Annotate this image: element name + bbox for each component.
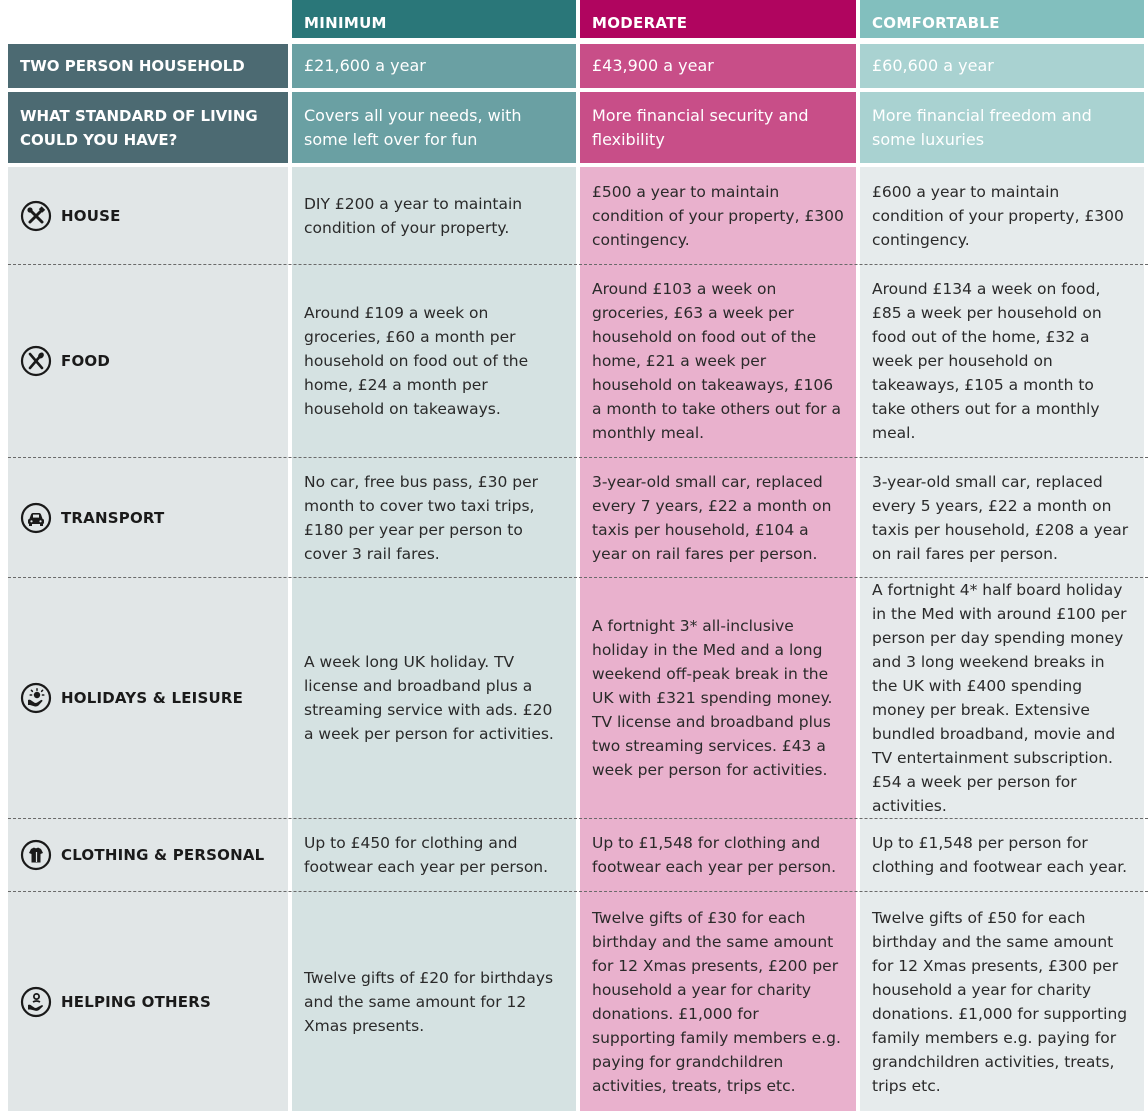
household-label-text: TWO PERSON HOUSEHOLD (20, 57, 245, 75)
house-comfortable (860, 167, 1144, 264)
household-comfortable-text: £60,600 a year (872, 56, 994, 75)
household-moderate (580, 44, 856, 88)
row-label-text: HOLIDAYS & LEISURE (61, 689, 244, 707)
cell-text: A fortnight 4* half board holiday in the Med with around £100 per person per day spending money and 3 long weekend breaks in the UK with £400 spending money per break. Extensive bundled broadband, movie and TV entertainment subscription. £54 a week per person for activities. (872, 581, 1127, 815)
car-icon (20, 502, 52, 534)
cell-text: Around £134 a week on food, £85 a week per household on food out of the home, £32 a week per household on takeaways, £105 a month to take others out for a monthly meal. (872, 280, 1102, 442)
column-header-label: MINIMUM (304, 14, 387, 32)
row-label-food (8, 265, 288, 457)
standard-label-line1: WHAT STANDARD OF LIVING (20, 106, 258, 125)
row-label-transport (8, 458, 288, 577)
cell-text: Up to £1,548 for clothing and footwear each year per person. (592, 834, 837, 876)
standard-comfortable (860, 92, 1144, 163)
transport-comfortable (860, 458, 1144, 577)
cell-text: Twelve gifts of £30 for each birthday and the same amount for 12 Xmas presents, £200 per household a year for charity donations. £1,000 for supporting family members e.g. paying for grandchildren activities, treats, trips etc. (592, 908, 841, 1095)
helping-minimum (292, 892, 576, 1111)
tools-icon (20, 200, 52, 232)
row-label-text: FOOD (61, 352, 111, 370)
row-label-text: CLOTHING & PERSONAL (61, 846, 265, 864)
helping-comfortable (860, 892, 1144, 1111)
standard-minimum (292, 92, 576, 163)
column-header-label: COMFORTABLE (872, 14, 1000, 32)
house-moderate (580, 167, 856, 264)
food-moderate (580, 265, 856, 457)
food-minimum (292, 265, 576, 457)
cell-text: 3-year-old small car, replaced every 7 years, £22 a month on taxis per household, £104 a year on rail fares per person. (592, 472, 832, 563)
cell-text: 3-year-old small car, replaced every 5 years, £22 a month on taxis per household, £208 a year on rail fares per person. (872, 472, 1129, 563)
food-comfortable (860, 265, 1144, 457)
cell-text: £600 a year to maintain condition of your property, £300 contingency. (872, 182, 1124, 249)
column-header-minimum (292, 0, 576, 38)
standard-minimum-text: Covers all your needs, with some left over for fun (304, 105, 522, 149)
clothing-icon (20, 839, 52, 871)
cell-text: Up to £450 for clothing and footwear each year per person. (304, 834, 549, 876)
row-label-text: HELPING OTHERS (61, 992, 211, 1011)
cell-text: DIY £200 a year to maintain condition of your property. (304, 194, 523, 237)
cell-text: Around £103 a week on groceries, £63 a week per household on food out of the home, £21 a week per household on takeaways, £106 a month to take others out for a monthly meal. (592, 280, 841, 442)
cell-text: £500 a year to maintain condition of your property, £300 contingency. (592, 182, 844, 249)
helping-hand-icon (20, 986, 52, 1018)
row-label-text: TRANSPORT (61, 508, 165, 527)
row-label-helping (8, 892, 288, 1111)
holidays-comfortable (860, 578, 1144, 818)
clothing-comfortable (860, 819, 1144, 891)
row-label-clothing (8, 819, 288, 891)
standard-label (8, 92, 288, 163)
household-minimum (292, 44, 576, 88)
household-label (8, 44, 288, 88)
cell-text: Up to £1,548 per person for clothing and footwear each year. (872, 834, 1128, 876)
cutlery-icon (20, 345, 52, 377)
cell-text: A week long UK holiday. TV license and broadband plus a streaming service with ads. £20 a week per person for activities. (304, 653, 554, 743)
standard-comfortable-text: More financial freedom and some luxuries (872, 105, 1092, 149)
column-header-comfortable (860, 0, 1144, 38)
column-header-moderate (580, 0, 856, 38)
holidays-minimum (292, 578, 576, 818)
household-moderate-text: £43,900 a year (592, 56, 714, 75)
standard-moderate-text: More financial security and flexibility (592, 105, 809, 149)
cell-text: Twelve gifts of £50 for each birthday and the same amount for 12 Xmas presents, £300 per household a year for charity donations. £1,000 for supporting family members e.g. paying for grandchildren activities, treats, trips etc. (872, 908, 1128, 1095)
cell-text: Twelve gifts of £20 for birthdays and the same amount for 12 Xmas presents. (304, 968, 554, 1035)
clothing-minimum (292, 819, 576, 891)
cell-text: A fortnight 3* all-inclusive holiday in the Med and a long weekend off-peak break in the UK with £321 spending money. TV license and broadband plus two streaming services. £43 a week per person for activities. (592, 617, 833, 779)
clothing-moderate (580, 819, 856, 891)
row-label-holidays (8, 578, 288, 818)
row-label-text: HOUSE (61, 206, 121, 225)
sun-hand-icon (20, 682, 52, 714)
holidays-moderate (580, 578, 856, 818)
standard-moderate (580, 92, 856, 163)
standard-label-line2: COULD YOU HAVE? (20, 130, 178, 149)
helping-moderate (580, 892, 856, 1111)
household-minimum-text: £21,600 a year (304, 56, 426, 75)
cell-text: No car, free bus pass, £30 per month to cover two taxi trips, £180 per year per person to cover 3 rail fares. (304, 472, 539, 563)
cell-text: Around £109 a week on groceries, £60 a month per household on food out of the home, £24 a month per household on takeaways. (304, 304, 529, 418)
household-comfortable (860, 44, 1144, 88)
column-header-label: MODERATE (592, 14, 688, 32)
transport-minimum (292, 458, 576, 577)
transport-moderate (580, 458, 856, 577)
row-label-house (8, 167, 288, 264)
house-minimum (292, 167, 576, 264)
